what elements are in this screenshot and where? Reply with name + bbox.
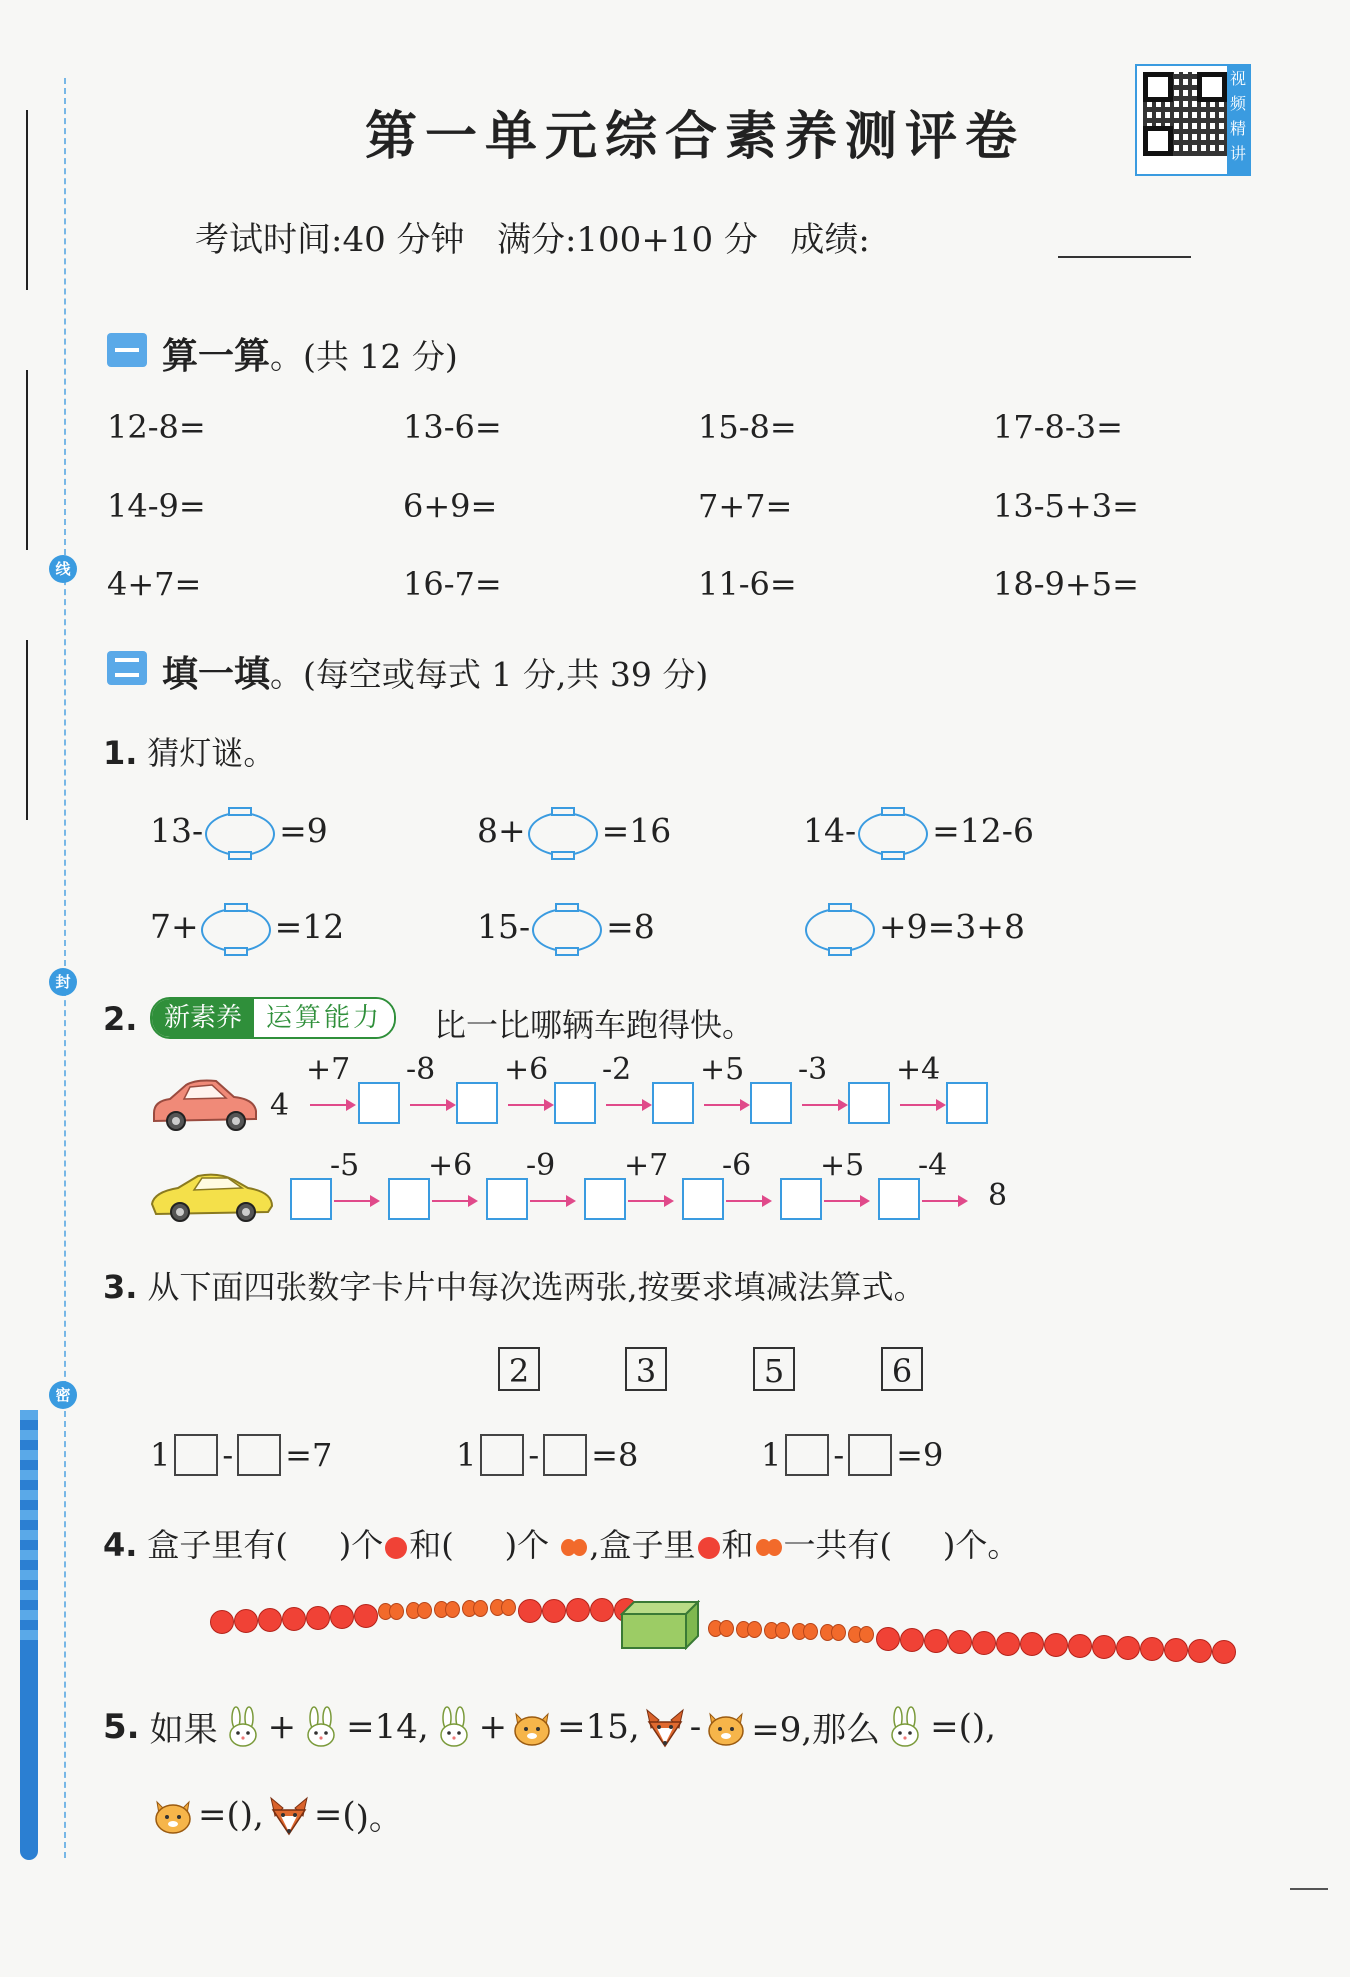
chain2-arrow	[824, 1200, 868, 1202]
score-label: 成绩:	[790, 220, 870, 260]
chain2-operator: -4	[918, 1148, 948, 1183]
riddle-left: 14-	[803, 810, 857, 850]
question-3-text: 从下面四张数字卡片中每次选两张,按要求填减法算式。	[147, 1268, 926, 1306]
red-bead	[258, 1608, 282, 1632]
red-bead	[1020, 1632, 1044, 1656]
calc-problem: 17-8-3=	[993, 408, 1123, 446]
calc-problem: 11-6=	[698, 565, 797, 603]
q5-text: ),	[239, 1794, 264, 1835]
calc-problem: 13-6=	[403, 408, 502, 446]
red-bead	[354, 1604, 378, 1628]
margin-seal-line: 线	[49, 555, 77, 583]
red-bead	[1188, 1639, 1212, 1663]
fox-icon	[643, 1706, 687, 1748]
chain1-arrow	[310, 1104, 354, 1106]
orange-heart-bead	[736, 1621, 762, 1639]
orange-heart-bead	[764, 1622, 790, 1640]
question-5-line-2	[148, 1790, 403, 1839]
rabbit-icon	[883, 1706, 927, 1748]
q5-text: =(	[198, 1794, 240, 1835]
orange-heart-bead	[490, 1599, 516, 1617]
chain1-answer-box[interactable]	[946, 1082, 988, 1124]
chain1-answer-box[interactable]	[652, 1082, 694, 1124]
minus-sign: -	[528, 1436, 540, 1474]
q4-text: )个	[338, 1526, 384, 1564]
calc-problem: 6+9=	[403, 487, 498, 525]
page-number-line	[1290, 1888, 1328, 1890]
q4-text: ,盒子里	[589, 1526, 696, 1564]
digit-box[interactable]	[174, 1434, 218, 1476]
digit-box[interactable]	[848, 1434, 892, 1476]
question-2-number: 2.	[103, 1000, 138, 1038]
red-bead	[590, 1598, 614, 1622]
chain2-operator: -6	[722, 1148, 752, 1183]
chain1-arrow	[508, 1104, 552, 1106]
number-card: 5	[753, 1347, 795, 1391]
orange-heart-bead-icon	[561, 1539, 587, 1557]
result: =7	[285, 1436, 333, 1474]
q5-text: =(	[930, 1706, 972, 1747]
riddle-left: 8+	[477, 810, 526, 850]
orange-heart-bead	[848, 1626, 874, 1644]
rabbit-icon	[432, 1706, 476, 1748]
chain2-arrow	[432, 1200, 476, 1202]
calc-problem: 13-5+3=	[993, 487, 1139, 525]
riddle-right: =12-6	[932, 810, 1034, 850]
chain1-answer-box[interactable]	[456, 1082, 498, 1124]
riddle-left: 15-	[477, 906, 531, 946]
chain1-arrow	[900, 1104, 944, 1106]
question-3-number: 3.	[103, 1268, 138, 1306]
chain2-arrow	[726, 1200, 770, 1202]
orange-heart-bead	[708, 1620, 734, 1638]
qr-code[interactable]	[1135, 64, 1251, 176]
lantern-blank[interactable]	[805, 902, 877, 950]
q4-text: 和(	[409, 1526, 454, 1564]
cat-icon	[151, 1794, 195, 1836]
yellow-car-icon	[148, 1168, 276, 1224]
chain2-answer-box[interactable]	[584, 1178, 626, 1220]
result: =8	[591, 1436, 639, 1474]
exam-info	[195, 212, 870, 261]
rabbit-icon	[221, 1706, 265, 1748]
section-2-icon	[107, 651, 147, 685]
subtraction-row	[761, 1434, 943, 1476]
chain1-answer-box[interactable]	[554, 1082, 596, 1124]
score-blank[interactable]	[1058, 256, 1191, 258]
red-bead	[996, 1632, 1020, 1656]
red-bead	[1140, 1637, 1164, 1661]
question-4-number: 4.	[103, 1526, 138, 1564]
q5-text: =15,	[557, 1706, 640, 1747]
digit-box[interactable]	[480, 1434, 524, 1476]
chain1-operator: +5	[700, 1052, 745, 1087]
red-bead	[1092, 1635, 1116, 1659]
chain1-operator: -8	[406, 1052, 436, 1087]
margin-decor-stripes	[20, 1410, 38, 1650]
question-3	[103, 1262, 926, 1308]
red-bead	[566, 1598, 590, 1622]
number-card: 6	[881, 1347, 923, 1391]
red-bead	[924, 1629, 948, 1653]
q4-text: 盒子里有(	[147, 1526, 288, 1564]
qr-corner	[1197, 72, 1227, 102]
result: =9	[896, 1436, 944, 1474]
red-bead	[234, 1609, 258, 1633]
chain1-operator: +7	[306, 1052, 351, 1087]
subtraction-row	[150, 1434, 332, 1476]
red-bead	[542, 1599, 566, 1623]
question-4	[103, 1520, 1019, 1566]
question-2	[103, 1000, 147, 1038]
chain2-operator: +5	[820, 1148, 865, 1183]
calc-problem: 14-9=	[107, 487, 206, 525]
chain2-answer-box[interactable]	[878, 1178, 920, 1220]
box-icon	[620, 1600, 700, 1650]
chain2-answer-box[interactable]	[682, 1178, 724, 1220]
question-5-line-1	[103, 1702, 996, 1751]
tens-digit: 1	[761, 1436, 782, 1474]
red-bead	[1164, 1638, 1188, 1662]
tens-digit: 1	[456, 1436, 477, 1474]
question-5-number: 5.	[103, 1706, 140, 1747]
q4-text: 和	[721, 1526, 754, 1564]
chain1-arrow	[410, 1104, 454, 1106]
calc-problem: 18-9+5=	[993, 565, 1139, 603]
red-bead	[972, 1631, 996, 1655]
orange-heart-bead-icon	[756, 1539, 782, 1557]
q4-text: 一共有(	[783, 1526, 893, 1564]
lantern-blank[interactable]	[858, 806, 930, 854]
orange-heart-bead	[820, 1624, 846, 1642]
qr-corner	[1143, 126, 1173, 156]
riddle-left: 13-	[150, 810, 204, 850]
minus-sign: -	[222, 1436, 234, 1474]
orange-heart-bead	[462, 1600, 488, 1618]
riddle	[477, 902, 655, 950]
exam-time: 考试时间:40 分钟	[195, 220, 465, 260]
q4-text: )个。	[942, 1526, 1020, 1564]
orange-heart-bead	[378, 1603, 404, 1621]
q5-text: )。	[355, 1798, 403, 1838]
section-1-title: 算一算	[162, 335, 271, 377]
qr-video-label: 视频精讲	[1227, 66, 1249, 174]
red-bead	[306, 1606, 330, 1630]
q5-text: =(	[313, 1794, 356, 1835]
section-1-icon	[107, 333, 147, 367]
red-bead	[518, 1599, 542, 1623]
chain2-answer-box[interactable]	[290, 1178, 332, 1220]
section-2-score: 。(每空或每式 1 分,共 39 分)	[270, 655, 709, 694]
full-score: 满分:100+10 分	[496, 220, 758, 260]
calc-problem: 12-8=	[107, 408, 206, 446]
lantern-blank[interactable]	[528, 806, 600, 854]
chain2-operator: -9	[526, 1148, 556, 1183]
chain1-answer-box[interactable]	[358, 1082, 400, 1124]
riddle	[150, 806, 328, 854]
riddle-right: =8	[606, 906, 655, 946]
chain2-operator: -5	[330, 1148, 360, 1183]
orange-heart-bead	[434, 1601, 460, 1619]
question-1-text: 猜灯谜。	[147, 734, 276, 772]
red-bead	[1068, 1634, 1092, 1658]
badge-new-literacy: 新素养	[152, 999, 254, 1037]
chain2-end: 8	[988, 1178, 1008, 1213]
lantern-blank[interactable]	[205, 806, 277, 854]
cat-icon	[704, 1706, 748, 1748]
red-bead	[1116, 1636, 1140, 1660]
section-2-title: 填一填	[162, 653, 271, 695]
tens-digit: 1	[150, 1436, 171, 1474]
digit-box[interactable]	[785, 1434, 829, 1476]
chain2-answer-box[interactable]	[780, 1178, 822, 1220]
q4-text: )个	[504, 1526, 550, 1564]
number-card: 2	[498, 1347, 540, 1391]
chain1-answer-box[interactable]	[848, 1082, 890, 1124]
calc-problem: 7+7=	[698, 487, 793, 525]
margin-seal-seal: 封	[49, 968, 77, 996]
q5-text: +	[267, 1706, 297, 1747]
minus-sign: -	[833, 1436, 845, 1474]
chain1-operator: -3	[798, 1052, 828, 1087]
calc-problem: 4+7=	[107, 565, 202, 603]
cat-icon	[510, 1706, 554, 1748]
red-bead	[876, 1627, 900, 1651]
qr-corner	[1143, 72, 1173, 102]
q5-text: ),	[971, 1706, 996, 1747]
q5-text: -	[689, 1706, 702, 1747]
red-bead-icon	[698, 1537, 720, 1559]
chain2-arrow	[334, 1200, 378, 1202]
fox-icon	[267, 1794, 311, 1836]
riddle	[477, 806, 671, 854]
subtraction-row	[456, 1434, 638, 1476]
digit-box[interactable]	[237, 1434, 281, 1476]
section-1-score: 。(共 12 分)	[270, 337, 458, 376]
chain2-arrow	[628, 1200, 672, 1202]
red-bead-icon	[385, 1537, 407, 1559]
chain1-arrow	[802, 1104, 846, 1106]
red-bead	[330, 1605, 354, 1629]
page-title: 第一单元综合素养测评卷	[364, 106, 1025, 167]
margin-seal-secret: 密	[49, 1381, 77, 1409]
riddle	[803, 902, 1025, 950]
chain1-operator: -2	[602, 1052, 632, 1087]
red-car-icon	[148, 1075, 260, 1133]
red-bead	[1044, 1633, 1068, 1657]
riddle-right: +9=3+8	[879, 906, 1025, 946]
riddle-left: 7+	[150, 906, 199, 946]
chain2-operator: +6	[428, 1148, 473, 1183]
q5-text: +	[478, 1706, 508, 1747]
lantern-blank[interactable]	[532, 902, 604, 950]
chain1-start: 4	[270, 1088, 290, 1123]
chain1-answer-box[interactable]	[750, 1082, 792, 1124]
riddle-right: =9	[279, 810, 328, 850]
red-bead	[900, 1628, 924, 1652]
q5-text: =9,那么	[751, 1710, 881, 1750]
red-bead	[210, 1610, 234, 1634]
chain1-operator: +6	[504, 1052, 549, 1087]
digit-box[interactable]	[543, 1434, 587, 1476]
riddle	[803, 806, 1034, 854]
q5-text: 如果	[149, 1710, 218, 1750]
number-card: 3	[625, 1347, 667, 1391]
rabbit-icon	[299, 1706, 343, 1748]
chain2-operator: +7	[624, 1148, 669, 1183]
q5-text: =14,	[346, 1706, 429, 1747]
orange-heart-bead	[792, 1623, 818, 1641]
red-bead	[1212, 1640, 1236, 1664]
calc-problem: 15-8=	[698, 408, 797, 446]
red-bead	[282, 1607, 306, 1631]
question-1	[103, 728, 275, 774]
chain2-arrow	[922, 1200, 966, 1202]
riddle	[150, 902, 344, 950]
question-2-text: 比一比哪辆车跑得快。	[434, 1006, 755, 1044]
chain1-arrow	[704, 1104, 748, 1106]
lantern-blank[interactable]	[201, 902, 273, 950]
chain2-arrow	[530, 1200, 574, 1202]
red-bead	[948, 1630, 972, 1654]
riddle-right: =16	[601, 810, 672, 850]
chain1-operator: +4	[896, 1052, 941, 1087]
question-1-number: 1.	[103, 734, 138, 772]
chain2-answer-box[interactable]	[486, 1178, 528, 1220]
margin-write-line	[26, 370, 28, 550]
chain1-arrow	[606, 1104, 650, 1106]
riddle-right: =12	[274, 906, 345, 946]
orange-heart-bead	[406, 1602, 432, 1620]
margin-write-line	[26, 640, 28, 820]
calc-problem: 16-7=	[403, 565, 502, 603]
badge-computation: 运算能力	[254, 999, 394, 1037]
skill-badge	[150, 997, 396, 1039]
chain2-answer-box[interactable]	[388, 1178, 430, 1220]
